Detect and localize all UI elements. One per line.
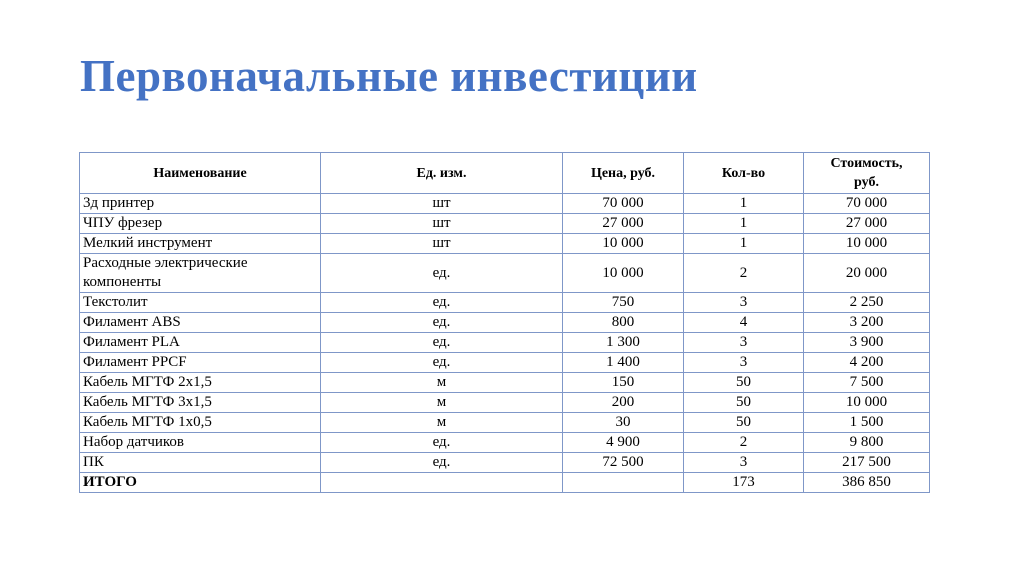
page-title: Первоначальные инвестиции xyxy=(80,51,698,101)
cell-price: 4 900 xyxy=(563,433,684,453)
table-row xyxy=(80,293,930,313)
cell-cost: 3 200 xyxy=(804,313,930,333)
cell-unit: ед. xyxy=(321,453,563,473)
cell-unit: ед. xyxy=(321,353,563,373)
cell-name: Расходные электрические компоненты xyxy=(80,254,321,293)
table-row xyxy=(80,214,930,234)
cell-unit: шт xyxy=(321,194,563,214)
cell-cost: 20 000 xyxy=(804,254,930,293)
cell-name: Филамент PPCF xyxy=(80,353,321,373)
header-name: Наименование xyxy=(80,153,321,194)
cell-cost: 4 200 xyxy=(804,353,930,373)
cell-name: Текстолит xyxy=(80,293,321,313)
table-row xyxy=(80,373,930,393)
cell-qty: 50 xyxy=(684,413,804,433)
cell-name: ПК xyxy=(80,453,321,473)
table-row xyxy=(80,234,930,254)
cell-unit: шт xyxy=(321,234,563,254)
cell-qty: 1 xyxy=(684,234,804,254)
cell-name: Кабель МГТФ 2х1,5 xyxy=(80,373,321,393)
cell-qty: 2 xyxy=(684,254,804,293)
table-row xyxy=(80,194,930,214)
table-row xyxy=(80,393,930,413)
cell-qty: 50 xyxy=(684,393,804,413)
cell-unit: ед. xyxy=(321,313,563,333)
header-cost: Стоимость, руб. xyxy=(804,153,930,194)
cell-name: Филамент ABS xyxy=(80,313,321,333)
cell-unit: м xyxy=(321,413,563,433)
cell-unit: ед. xyxy=(321,433,563,453)
total-unit xyxy=(321,473,563,493)
table-row xyxy=(80,333,930,353)
cell-name: Кабель МГТФ 3х1,5 xyxy=(80,393,321,413)
cell-price: 27 000 xyxy=(563,214,684,234)
table-row xyxy=(80,313,930,333)
total-row xyxy=(80,473,930,493)
cell-cost: 2 250 xyxy=(804,293,930,313)
cell-price: 10 000 xyxy=(563,234,684,254)
cell-name: Кабель МГТФ 1х0,5 xyxy=(80,413,321,433)
cell-price: 1 300 xyxy=(563,333,684,353)
investment-table xyxy=(79,152,930,493)
cell-price: 70 000 xyxy=(563,194,684,214)
cell-cost: 217 500 xyxy=(804,453,930,473)
total-price xyxy=(563,473,684,493)
cell-price: 750 xyxy=(563,293,684,313)
cell-unit: ед. xyxy=(321,254,563,293)
table-row xyxy=(80,254,930,293)
cell-price: 800 xyxy=(563,313,684,333)
cell-cost: 27 000 xyxy=(804,214,930,234)
cell-unit: м xyxy=(321,393,563,413)
cell-cost: 10 000 xyxy=(804,393,930,413)
header-price: Цена, руб. xyxy=(563,153,684,194)
cell-price: 200 xyxy=(563,393,684,413)
total-qty: 173 xyxy=(684,473,804,493)
cell-qty: 1 xyxy=(684,194,804,214)
cell-name: ЧПУ фрезер xyxy=(80,214,321,234)
cell-cost: 70 000 xyxy=(804,194,930,214)
cell-unit: ед. xyxy=(321,333,563,353)
cell-price: 30 xyxy=(563,413,684,433)
table-header-row xyxy=(80,153,930,194)
cell-cost: 9 800 xyxy=(804,433,930,453)
cell-qty: 3 xyxy=(684,453,804,473)
cell-name: Филамент PLA xyxy=(80,333,321,353)
total-label: ИТОГО xyxy=(80,473,321,493)
cell-cost: 3 900 xyxy=(804,333,930,353)
cell-name: 3д принтер xyxy=(80,194,321,214)
cell-qty: 2 xyxy=(684,433,804,453)
cell-qty: 50 xyxy=(684,373,804,393)
cell-qty: 3 xyxy=(684,333,804,353)
cell-name: Мелкий инструмент xyxy=(80,234,321,254)
cell-unit: ед. xyxy=(321,293,563,313)
cell-unit: шт xyxy=(321,214,563,234)
cell-qty: 3 xyxy=(684,353,804,373)
table-row xyxy=(80,433,930,453)
cell-qty: 3 xyxy=(684,293,804,313)
cell-cost: 7 500 xyxy=(804,373,930,393)
cell-cost: 10 000 xyxy=(804,234,930,254)
cell-name: Набор датчиков xyxy=(80,433,321,453)
cell-qty: 4 xyxy=(684,313,804,333)
table-row xyxy=(80,353,930,373)
table-row xyxy=(80,453,930,473)
cell-price: 10 000 xyxy=(563,254,684,293)
cell-cost: 1 500 xyxy=(804,413,930,433)
table-row xyxy=(80,413,930,433)
cell-price: 72 500 xyxy=(563,453,684,473)
cell-unit: м xyxy=(321,373,563,393)
total-cost: 386 850 xyxy=(804,473,930,493)
cell-qty: 1 xyxy=(684,214,804,234)
cell-price: 1 400 xyxy=(563,353,684,373)
header-unit: Ед. изм. xyxy=(321,153,563,194)
cell-price: 150 xyxy=(563,373,684,393)
header-qty: Кол-во xyxy=(684,153,804,194)
